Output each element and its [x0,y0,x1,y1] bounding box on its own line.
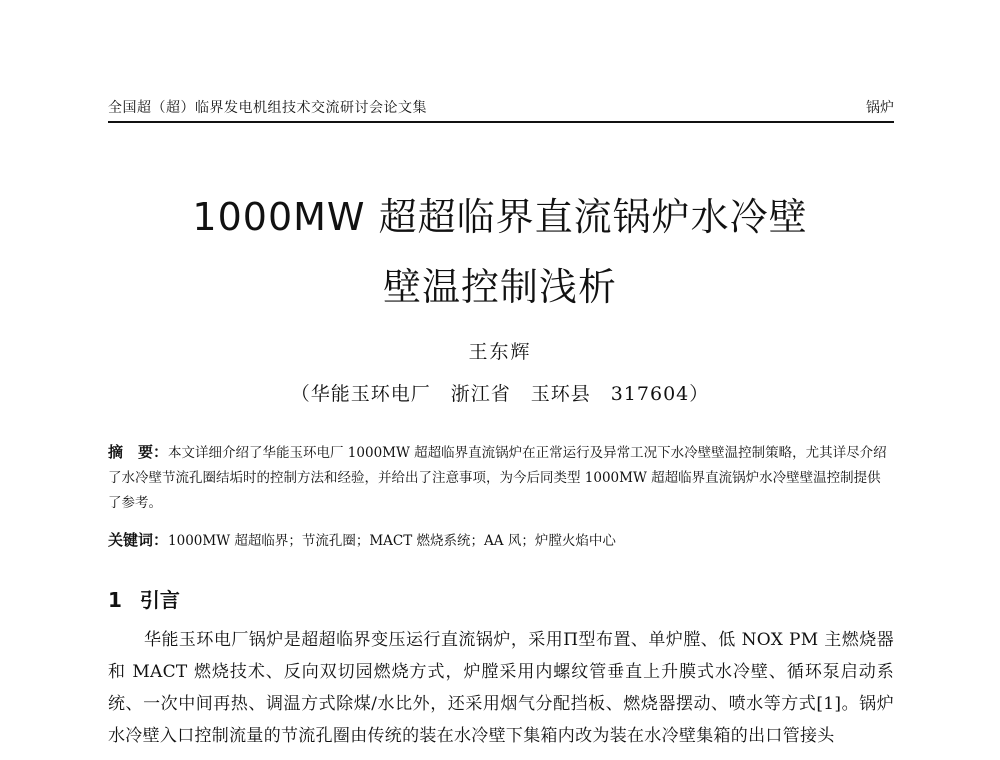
keywords-text: 1000MW 超超临界；节流孔圈；MACT 燃烧系统；AA 风；炉膛火焰中心 [168,533,616,549]
abstract-label: 摘 要： [108,443,169,461]
section-number: 1 [108,588,122,612]
author-name: 王东辉 [468,341,532,363]
section-title: 引言 [139,588,180,612]
author-affiliation: （华能玉环电厂 浙江省 玉环县 317604） [290,383,710,405]
paper-title-line-2: 壁温控制浅析 [382,265,617,309]
header-section-name: 锅炉 [866,100,894,116]
section-heading-introduction [108,584,180,613]
abstract [108,440,894,516]
header-proceedings-title: 全国超（超）临界发电机组技术交流研讨会论文集 [108,100,427,116]
keywords-label: 关键词： [108,531,169,549]
running-header [108,95,894,123]
body-paragraph: 华能玉环电厂锅炉是超超临界变压运行直流锅炉，采用Π型布置、单炉膛、低 NOX PM 主燃烧器和 MACT 燃烧技术、反向双切园燃烧方式，炉膛采用内螺纹管垂直上升膜式水冷壁、循环泵启动系统、一次中间再热、调温方式除煤/水比外，还采用烟气分配挡板、燃烧器摆动、喷水等方式[1]。锅炉水冷壁入口控制流量的节流孔圈由传统的装在水冷壁下集箱内改为装在水冷壁集箱的出口管接头 [108,630,894,746]
paper-title-line-1: 1000MW 超超临界直流锅炉水冷壁 [192,195,808,239]
keywords [108,528,894,554]
abstract-text: 本文详细介绍了华能玉环电厂 1000MW 超超临界直流锅炉在正常运行及异常工况下水冷壁壁温控制策略，尤其详尽介绍了水冷壁节流孔圈结垢时的控制方法和经验，并给出了注意事项，为今后同类型 1000MW 超超临界直流锅炉水冷壁壁温控制提供了参考。 [108,445,887,511]
